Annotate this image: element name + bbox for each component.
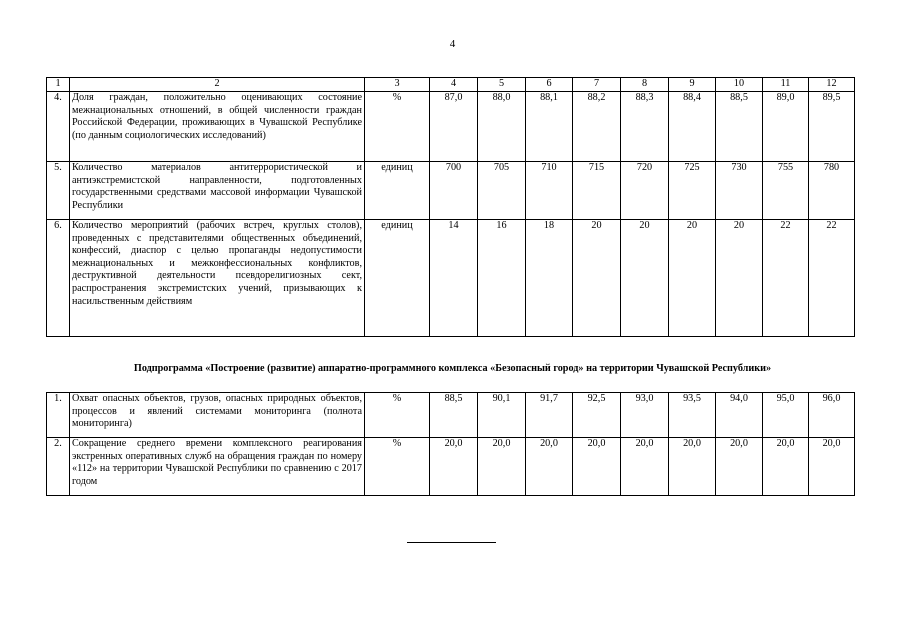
row-number: 2.: [47, 438, 70, 496]
value-cell: 700: [430, 162, 478, 220]
value-cell: 20,0: [478, 438, 526, 496]
value-cell: 14: [430, 220, 478, 337]
column-header: 2: [70, 78, 365, 92]
value-cell: 22: [763, 220, 809, 337]
row-number: 5.: [47, 162, 70, 220]
page-number: 4: [449, 38, 456, 50]
column-header: 10: [716, 78, 763, 92]
column-header: 8: [621, 78, 669, 92]
indicator-description: Количество материалов антитеррористической и антиэкстремистской направленности, подготовленных государственными средствами массовой информации Чувашской Республики: [70, 162, 365, 220]
unit-cell: %: [365, 438, 430, 496]
column-header: 3: [365, 78, 430, 92]
column-header: 5: [478, 78, 526, 92]
table-row: [47, 438, 855, 496]
value-cell: 93,5: [669, 393, 716, 438]
row-number: 1.: [47, 393, 70, 438]
indicators-table: [46, 77, 855, 337]
column-header: 1: [47, 78, 70, 92]
column-header: 12: [809, 78, 855, 92]
value-cell: 89,0: [763, 92, 809, 162]
value-cell: 710: [526, 162, 573, 220]
subprogram-indicators-table: [46, 392, 855, 496]
value-cell: 88,4: [669, 92, 716, 162]
unit-cell: %: [365, 92, 430, 162]
value-cell: 705: [478, 162, 526, 220]
indicator-description: Сокращение среднего времени комплексного реагирования экстренных оперативных служб на обращения граждан по номеру «112» на территории Чувашской Республики по сравнению с 2017 годом: [70, 438, 365, 496]
value-cell: 88,5: [716, 92, 763, 162]
value-cell: 780: [809, 162, 855, 220]
value-cell: 730: [716, 162, 763, 220]
value-cell: 90,1: [478, 393, 526, 438]
column-header: 6: [526, 78, 573, 92]
value-cell: 20,0: [430, 438, 478, 496]
value-cell: 95,0: [763, 393, 809, 438]
row-number: 6.: [47, 220, 70, 337]
table-row: [47, 162, 855, 220]
value-cell: 88,1: [526, 92, 573, 162]
value-cell: 89,5: [809, 92, 855, 162]
value-cell: 88,5: [430, 393, 478, 438]
value-cell: 16: [478, 220, 526, 337]
value-cell: 88,0: [478, 92, 526, 162]
indicator-description: Доля граждан, положительно оценивающих состояние межнациональных отношений, в общей численности граждан Российской Федерации, проживающих в Чувашской Республике (по данным социологических исследований): [70, 92, 365, 162]
value-cell: 20,0: [716, 438, 763, 496]
value-cell: 20,0: [763, 438, 809, 496]
value-cell: 20: [669, 220, 716, 337]
value-cell: 96,0: [809, 393, 855, 438]
unit-cell: %: [365, 393, 430, 438]
indicator-description: Охват опасных объектов, грузов, опасных природных объектов, процессов и явлений системами мониторинга (полнота мониторинга): [70, 393, 365, 438]
value-cell: 88,2: [573, 92, 621, 162]
value-cell: 20: [716, 220, 763, 337]
value-cell: 20: [573, 220, 621, 337]
value-cell: 755: [763, 162, 809, 220]
value-cell: 20,0: [809, 438, 855, 496]
subprogram-title: Подпрограмма «Построение (развитие) аппаратно-программного комплекса «Безопасный город» на территории Чувашской Республики»: [133, 363, 772, 374]
value-cell: 88,3: [621, 92, 669, 162]
table-row: [47, 92, 855, 162]
value-cell: 720: [621, 162, 669, 220]
value-cell: 93,0: [621, 393, 669, 438]
value-cell: 20,0: [669, 438, 716, 496]
value-cell: 715: [573, 162, 621, 220]
unit-cell: единиц: [365, 220, 430, 337]
indicator-description: Количество мероприятий (рабочих встреч, круглых столов), проведенных с представителями общественных объединений, конфессий, диаспор с целью пропаганды недопустимости межнациональных и межконфессиональных конфликтов, деструктивной деятельности псевдорелигиозных сект, распространения экстремистских учений, призывающих к насильственным действиям: [70, 220, 365, 337]
column-header: 4: [430, 78, 478, 92]
column-header: 7: [573, 78, 621, 92]
value-cell: 92,5: [573, 393, 621, 438]
value-cell: 20,0: [526, 438, 573, 496]
value-cell: 91,7: [526, 393, 573, 438]
value-cell: 22: [809, 220, 855, 337]
value-cell: 87,0: [430, 92, 478, 162]
value-cell: 20,0: [621, 438, 669, 496]
table-row: [47, 393, 855, 438]
row-number: 4.: [47, 92, 70, 162]
value-cell: 20: [621, 220, 669, 337]
table-header-row: [47, 78, 855, 92]
column-header: 9: [669, 78, 716, 92]
value-cell: 20,0: [573, 438, 621, 496]
footer-separator-line: [407, 542, 496, 543]
unit-cell: единиц: [365, 162, 430, 220]
value-cell: 725: [669, 162, 716, 220]
table-row: [47, 220, 855, 337]
column-header: 11: [763, 78, 809, 92]
value-cell: 94,0: [716, 393, 763, 438]
value-cell: 18: [526, 220, 573, 337]
